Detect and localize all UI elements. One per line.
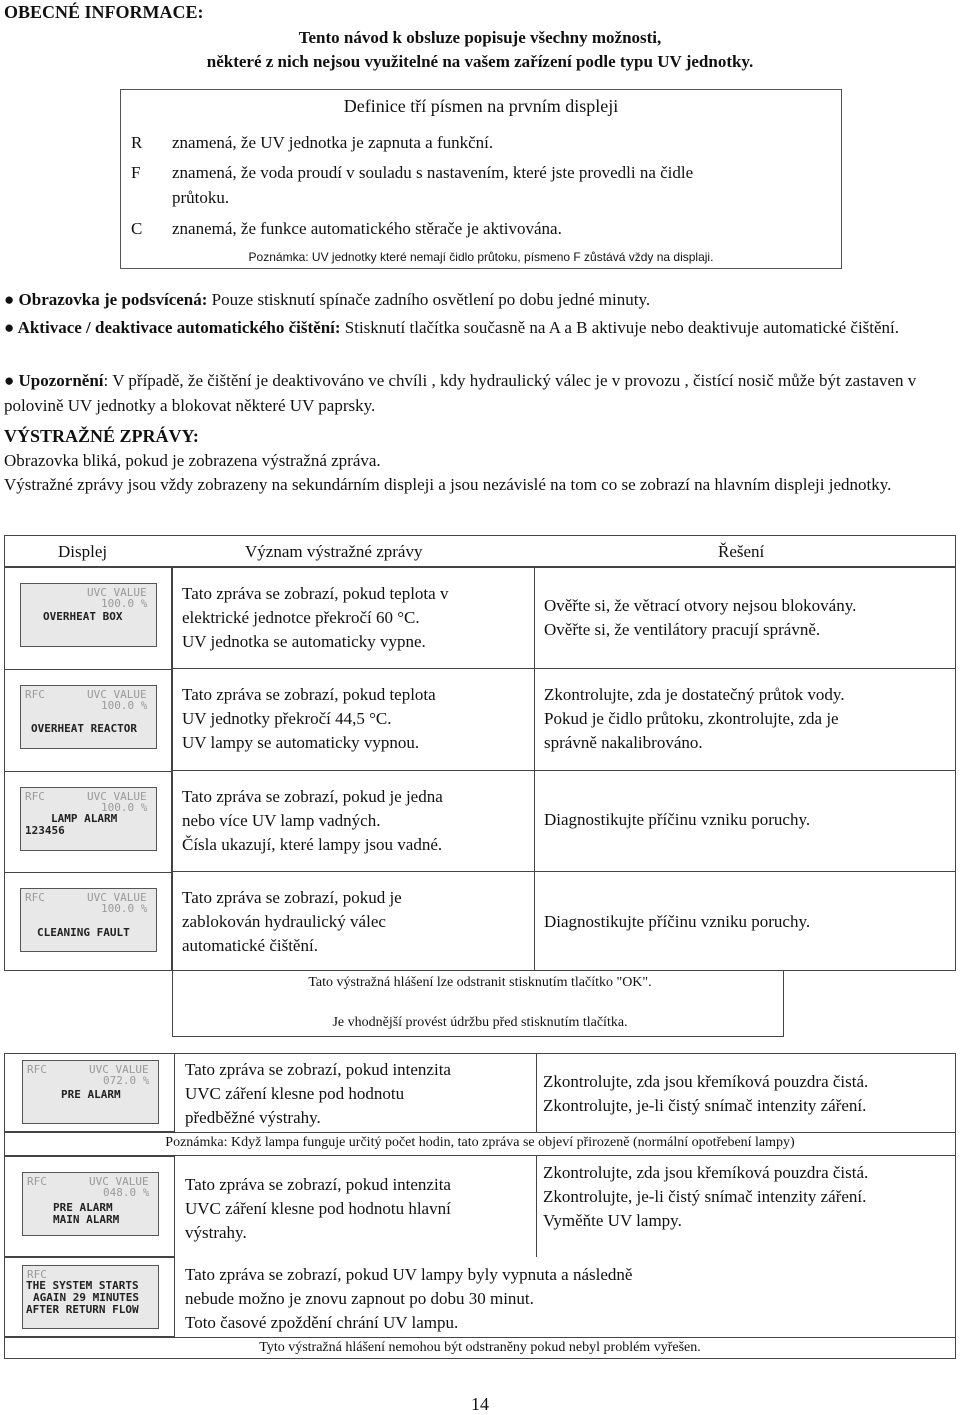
- header-solution: Řešení: [718, 542, 765, 561]
- meaning-line: nebo více UV lamp vadných.: [182, 811, 381, 830]
- lcd-uvc-label: UVC VALUE: [87, 790, 147, 803]
- divider: [536, 1156, 537, 1257]
- lcd-message: OVERHEAT BOX: [43, 610, 123, 623]
- lcd-uvc-value: 100.0 %: [101, 902, 148, 915]
- letter-f: F: [131, 163, 141, 182]
- lcd-rfc: RFC: [25, 790, 45, 803]
- lcd-uvc-value: 072.0 %: [103, 1074, 150, 1087]
- meaning-line: Tato zpráva se zobrazí, pokud je jedna: [182, 787, 443, 806]
- lcd-rfc: RFC: [27, 1063, 47, 1076]
- lcd-uvc-value: 048.0 %: [103, 1186, 150, 1199]
- definition-r: znamená, že UV jednotka je zapnuta a funkční.: [172, 133, 494, 152]
- meaning-line: elektrické jednotce překročí 60 °C.: [182, 608, 420, 627]
- definition-note: Poznámka: UV jednotky které nemají čidlo průtoku, písmeno F zůstává vždy na displaji.: [248, 250, 714, 264]
- lcd-pre-alarm: [22, 1060, 159, 1124]
- divider: [536, 1053, 537, 1132]
- lcd-overheat-box: [20, 583, 157, 647]
- page-number: 14: [471, 1394, 489, 1414]
- solution-cleaning-fault: Diagnostikujte příčinu vzniku poruchy.: [544, 912, 811, 931]
- meaning-line: Toto časové zpoždění chrání UV lampu.: [185, 1313, 459, 1332]
- meaning-overheat-box: [182, 582, 448, 654]
- meaning-pre-alarm: [185, 1058, 451, 1130]
- lcd-uvc-label: UVC VALUE: [87, 586, 147, 599]
- solution-line: Zkontrolujte, zda jsou křemíková pouzdra čistá.: [543, 1163, 869, 1182]
- warnings-line-1: Obrazovka bliká, pokud je zobrazena výstražná zpráva.: [4, 451, 381, 470]
- meaning-line: automatické čištění.: [182, 936, 318, 955]
- meaning-line: Tato zpráva se zobrazí, pokud intenzita: [185, 1175, 451, 1194]
- meaning-line: zablokován hydraulický válec: [182, 912, 386, 931]
- meaning-line: Tato zpráva se zobrazí, pokud UV lampy byly vypnuta a následně: [185, 1265, 633, 1284]
- intro-line-1: Tento návod k obsluze popisuje všechny možnosti,: [298, 28, 662, 47]
- letter-r: R: [131, 133, 143, 152]
- warnings-title: VÝSTRAŽNÉ ZPRÁVY:: [4, 426, 199, 446]
- lcd-uvc-label: UVC VALUE: [89, 1063, 149, 1076]
- info-backlight-text: Pouze stisknutí spínače zadního osvětlení po dobu jedné minuty.: [207, 290, 651, 309]
- header-display: Displej: [58, 542, 108, 561]
- meaning-main-alarm: [185, 1173, 451, 1245]
- note-ok-button: Tato výstražná hlášení lze odstranit stisknutím tlačítko "OK".: [308, 975, 652, 990]
- meaning-line: nebude možno je znovu zapnout po dobu 30 minut.: [185, 1289, 534, 1308]
- lcd-system-restart: [22, 1265, 159, 1329]
- lcd-lamp-numbers: 123456: [25, 824, 65, 837]
- lcd-cleaning-fault: [20, 888, 157, 952]
- meaning-line: Tato zpráva se zobrazí, pokud teplota v: [182, 584, 449, 603]
- meaning-line: výstrahy.: [185, 1223, 247, 1242]
- solution-line: správně nakalibrováno.: [544, 733, 703, 752]
- meaning-line: UVC záření klesne pod hodnotu hlavní: [185, 1199, 451, 1218]
- definition-c: znanemá, že funkce automatického stěrače je aktivována.: [172, 219, 562, 238]
- lcd-main-alarm: [22, 1172, 159, 1236]
- info-cleaning-label: ● Aktivace / deaktivace automatického čištění:: [4, 318, 341, 337]
- solution-overheat-reactor: [544, 683, 845, 755]
- lcd-uvc-value: 100.0 %: [101, 699, 148, 712]
- definition-f-cont: průtoku.: [172, 188, 230, 207]
- lcd-overheat-reactor: [20, 685, 157, 749]
- divider: [4, 669, 172, 670]
- lcd-uvc-label: UVC VALUE: [87, 891, 147, 904]
- table-header-row: [4, 535, 956, 567]
- meaning-line: Tato zpráva se zobrazí, pokud teplota: [182, 685, 436, 704]
- info-warning-text: : V případě, že čištění je deaktivováno ve chvíli , kdy hydraulický válec je v provozu , čistící nosič může být zastaven v polovině UV jednotky a blokovat některé UV paprsky.: [4, 371, 917, 415]
- meaning-line: předběžné výstrahy.: [185, 1108, 321, 1127]
- lcd-message: LAMP ALARM: [51, 812, 118, 825]
- header-meaning: Význam výstražné zprávy: [245, 542, 423, 561]
- meaning-line: Čísla ukazují, které lampy jsou vadné.: [182, 835, 443, 854]
- solution-lamp-alarm: Diagnostikujte příčinu vzniku poruchy.: [544, 810, 811, 829]
- solution-main-alarm: [543, 1161, 868, 1233]
- lcd-message-3: AFTER RETURN FLOW: [26, 1303, 139, 1316]
- divider: [4, 1337, 956, 1338]
- info-warning: [4, 368, 954, 418]
- lcd-message: PRE ALARM: [53, 1201, 113, 1214]
- lcd-uvc-value: 100.0 %: [101, 597, 148, 610]
- intro-text: [0, 26, 960, 74]
- meaning-overheat-reactor: [182, 683, 436, 755]
- meaning-cleaning-fault: [182, 886, 402, 958]
- lcd-rfc: RFC: [25, 891, 45, 904]
- solution-line: Zkontrolujte, zda je dostatečný průtok vody.: [544, 685, 845, 704]
- meaning-line: UVC záření klesne pod hodnotu: [185, 1084, 405, 1103]
- info-backlight: [4, 287, 954, 312]
- info-backlight-label: ● Obrazovka je podsvícená:: [4, 290, 208, 309]
- divider: [4, 771, 172, 772]
- meaning-system-restart: [185, 1263, 632, 1335]
- page-title: OBECNÉ INFORMACE:: [4, 2, 204, 22]
- meaning-lamp-alarm: [182, 785, 443, 857]
- lcd-message: CLEANING FAULT: [37, 926, 130, 939]
- solution-line: Zkontrolujte, zda jsou křemíková pouzdra čistá.: [543, 1072, 869, 1091]
- note-maintenance: Je vhodnější provést údržbu před stisknutím tlačítka.: [332, 1015, 628, 1030]
- solution-line: Ověřte si, že ventilátory pracují správně.: [544, 620, 821, 639]
- lcd-message-2: AGAIN 29 MINUTES: [33, 1291, 139, 1304]
- lcd-uvc-value: 100.0 %: [101, 801, 148, 814]
- solution-line: Zkontrolujte, je-li čistý snímač intenzity záření.: [543, 1187, 867, 1206]
- lcd-rfc: RFC: [27, 1175, 47, 1188]
- lcd-uvc-label: UVC VALUE: [87, 688, 147, 701]
- solution-overheat-box: [544, 594, 856, 642]
- lcd-message: THE SYSTEM STARTS: [26, 1279, 139, 1292]
- info-cleaning: [4, 315, 954, 340]
- meaning-line: UV jednotka se automaticky vypne.: [182, 632, 426, 651]
- meaning-line: UV jednotky překročí 44,5 °C.: [182, 709, 392, 728]
- solution-pre-alarm: [543, 1070, 868, 1118]
- lcd-lamp-alarm: [20, 787, 157, 851]
- meaning-line: UV lampy se automaticky vypnou.: [182, 733, 420, 752]
- intro-line-2: některé z nich nejsou využitelné na vašem zařízení podle typu UV jednotky.: [206, 52, 754, 71]
- info-cleaning-text: Stisknutí tlačítka současně na A a B aktivuje nebo deaktivuje automatické čištění.: [340, 318, 900, 337]
- solution-line: Ověřte si, že větrací otvory nejsou blokovány.: [544, 596, 857, 615]
- note-lamp-wear: Poznámka: Když lampa funguje určitý počet hodin, tato zpráva se objeví přirozeně (normální opotřebení lampy): [165, 1135, 795, 1150]
- divider: [534, 567, 535, 971]
- lcd-uvc-label: UVC VALUE: [89, 1175, 149, 1188]
- divider: [4, 872, 172, 873]
- lcd-message: OVERHEAT REACTOR: [31, 722, 137, 735]
- solution-line: Vyměňte UV lampy.: [543, 1211, 682, 1230]
- warnings-line-2: Výstražné zprávy jsou vždy zobrazeny na sekundárním displeji a jsou nezávislé na tom co se zobrazí na hlavním displeji jednotky.: [4, 475, 892, 494]
- lcd-message: PRE ALARM: [61, 1088, 121, 1101]
- definition-f: znamená, že voda proudí v souladu s nastavením, které jste provedli na čidle: [172, 163, 694, 182]
- info-warning-label: ● Upozornění: [4, 371, 104, 390]
- lcd-rfc: RFC: [27, 1268, 47, 1281]
- note-unresolved: Tyto výstražná hlášení nemohou být odstraněny pokud nebyl problém vyřešen.: [259, 1340, 701, 1355]
- solution-line: Zkontrolujte, je-li čistý snímač intenzity záření.: [543, 1096, 867, 1115]
- definition-title: Definice tří písmen na prvním displeji: [343, 96, 619, 116]
- lcd-message-2: MAIN ALARM: [53, 1213, 120, 1226]
- meaning-line: Tato zpráva se zobrazí, pokud intenzita: [185, 1060, 451, 1079]
- meaning-line: Tato zpráva se zobrazí, pokud je: [182, 888, 402, 907]
- letter-c: C: [131, 219, 143, 238]
- lcd-rfc: RFC: [25, 688, 45, 701]
- solution-line: Pokud je čidlo průtoku, zkontrolujte, zda je: [544, 709, 839, 728]
